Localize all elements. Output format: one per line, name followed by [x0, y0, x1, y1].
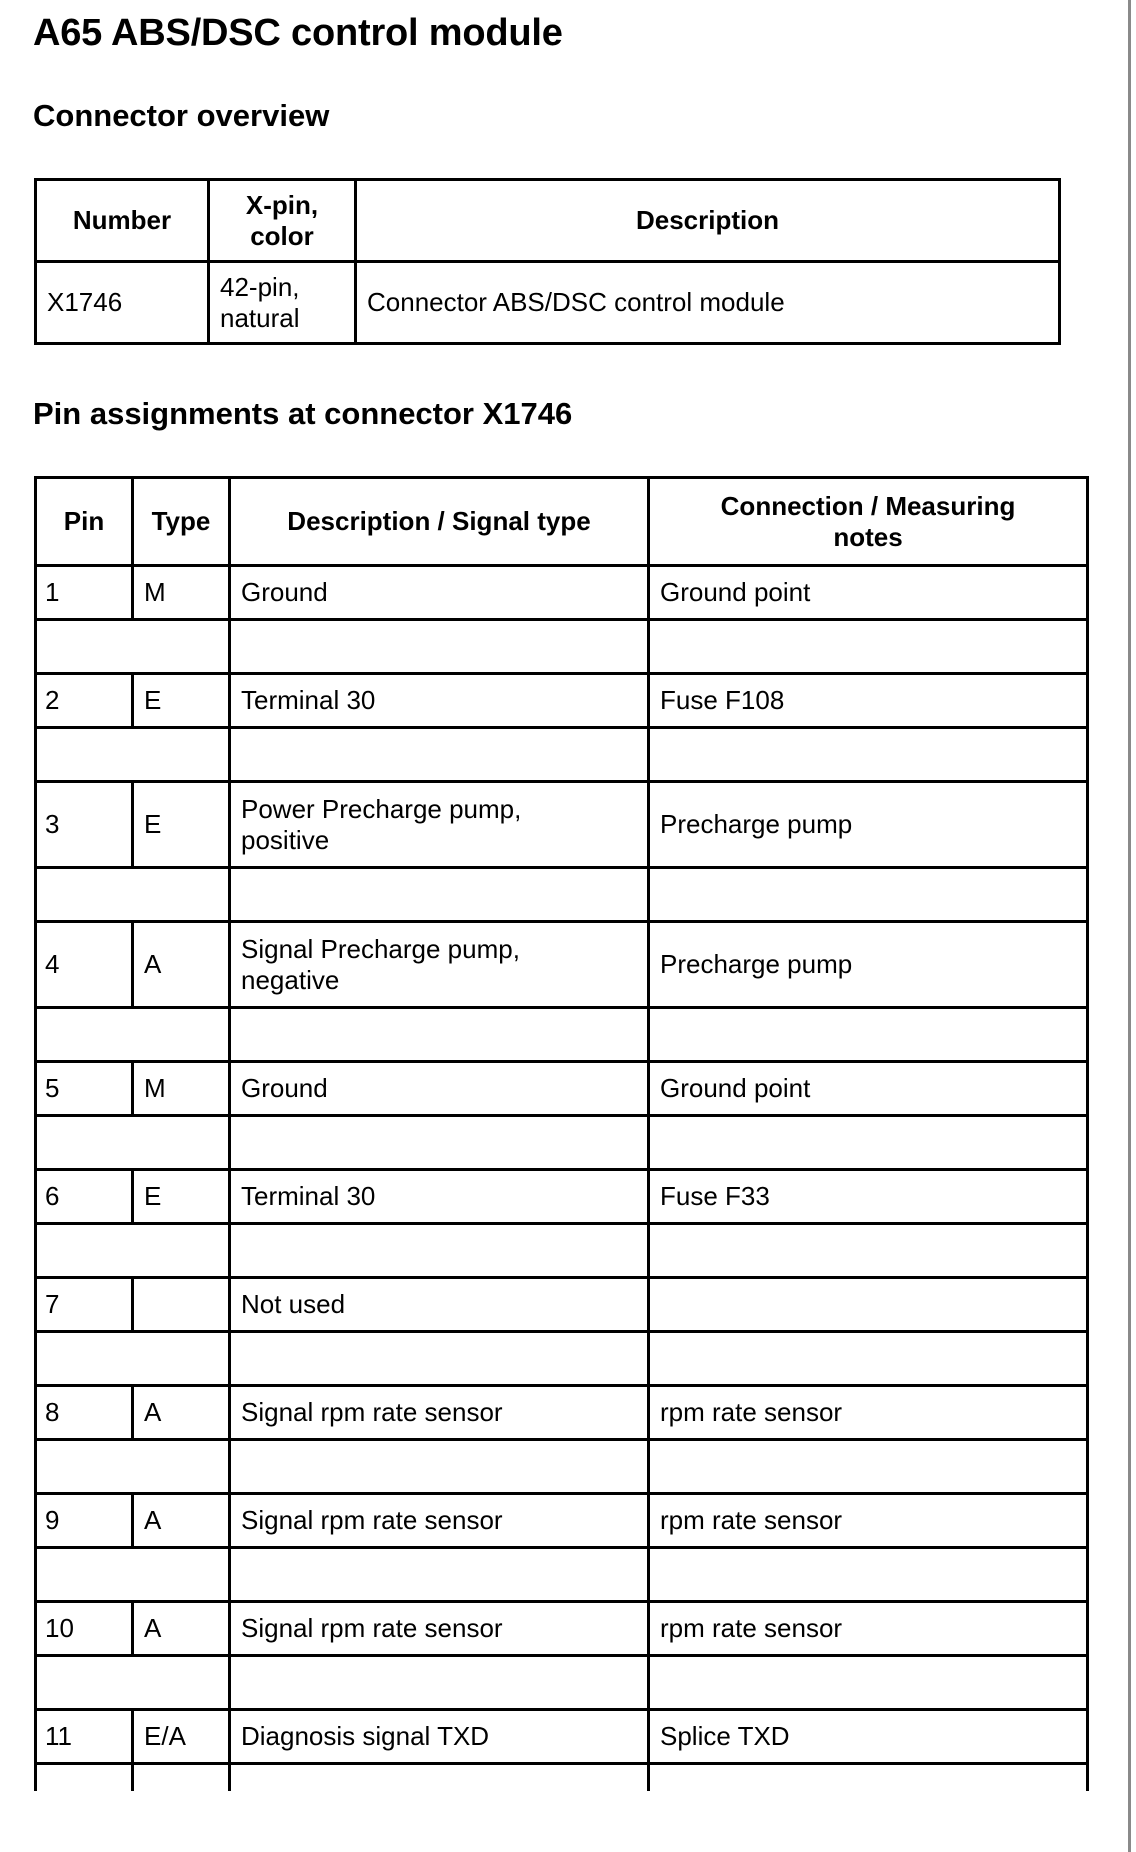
pin-number: 11	[36, 1710, 133, 1764]
continuation-row	[36, 1764, 1088, 1792]
table-row	[36, 1278, 1088, 1332]
spacer-row	[36, 1224, 1088, 1278]
overview-header-row	[36, 180, 1060, 262]
pin-assignments-table	[34, 476, 1089, 1791]
pin-number: 1	[36, 566, 133, 620]
spacer-row	[36, 868, 1088, 922]
pin-header-pin: Pin	[36, 478, 133, 566]
overview-header-xpin: X-pin, color	[209, 180, 356, 262]
table-row	[36, 674, 1088, 728]
pin-number: 9	[36, 1494, 133, 1548]
pin-header-row	[36, 478, 1088, 566]
pin-number: 4	[36, 922, 133, 1008]
pin-notes	[649, 1278, 1088, 1332]
overview-xpin: 42-pin, natural	[209, 262, 356, 344]
pin-notes: Precharge pump	[649, 782, 1088, 868]
table-row	[36, 782, 1088, 868]
overview-number: X1746	[36, 262, 209, 344]
pin-type: M	[133, 1062, 230, 1116]
pin-notes: Fuse F33	[649, 1170, 1088, 1224]
table-row	[36, 1494, 1088, 1548]
pin-notes: Ground point	[649, 1062, 1088, 1116]
pin-notes: rpm rate sensor	[649, 1386, 1088, 1440]
pin-type: M	[133, 566, 230, 620]
pin-header-description: Description / Signal type	[230, 478, 649, 566]
pin-type: A	[133, 1386, 230, 1440]
pin-description: Diagnosis signal TXD	[230, 1710, 649, 1764]
pin-type: E/A	[133, 1710, 230, 1764]
overview-header-description: Description	[356, 180, 1060, 262]
pin-description: Ground	[230, 1062, 649, 1116]
pin-type: A	[133, 1494, 230, 1548]
pin-description: Signal rpm rate sensor	[230, 1386, 649, 1440]
spacer-row	[36, 1332, 1088, 1386]
pin-type	[133, 1278, 230, 1332]
page-title: A65 ABS/DSC control module	[33, 12, 563, 54]
table-row	[36, 1170, 1088, 1224]
overview-header-number: Number	[36, 180, 209, 262]
pin-type: A	[133, 922, 230, 1008]
pin-number: 5	[36, 1062, 133, 1116]
pin-number: 8	[36, 1386, 133, 1440]
table-row	[36, 1602, 1088, 1656]
pin-notes: Fuse F108	[649, 674, 1088, 728]
overview-description: Connector ABS/DSC control module	[356, 262, 1060, 344]
pin-header-type: Type	[133, 478, 230, 566]
table-row	[36, 566, 1088, 620]
pin-type: E	[133, 1170, 230, 1224]
spacer-row	[36, 620, 1088, 674]
pin-header-notes: Connection / Measuring notes	[649, 478, 1088, 566]
spacer-row	[36, 1008, 1088, 1062]
pin-notes: rpm rate sensor	[649, 1602, 1088, 1656]
pin-description: Terminal 30	[230, 674, 649, 728]
connector-overview-heading: Connector overview	[33, 98, 330, 133]
table-row	[36, 1710, 1088, 1764]
table-row	[36, 1386, 1088, 1440]
spacer-row	[36, 1548, 1088, 1602]
pin-notes: Ground point	[649, 566, 1088, 620]
pin-type: A	[133, 1602, 230, 1656]
pin-number: 10	[36, 1602, 133, 1656]
pin-description: Power Precharge pump, positive	[230, 782, 649, 868]
spacer-row	[36, 728, 1088, 782]
pin-type: E	[133, 674, 230, 728]
pin-assignments-heading: Pin assignments at connector X1746	[33, 396, 573, 431]
pin-description: Signal Precharge pump, negative	[230, 922, 649, 1008]
pin-description: Not used	[230, 1278, 649, 1332]
pin-number: 7	[36, 1278, 133, 1332]
spacer-row	[36, 1440, 1088, 1494]
connector-overview-table	[34, 178, 1061, 345]
pin-description: Signal rpm rate sensor	[230, 1602, 649, 1656]
table-row	[36, 1062, 1088, 1116]
pin-description: Ground	[230, 566, 649, 620]
pin-notes: Splice TXD	[649, 1710, 1088, 1764]
pin-description: Signal rpm rate sensor	[230, 1494, 649, 1548]
pin-notes: Precharge pump	[649, 922, 1088, 1008]
spacer-row	[36, 1116, 1088, 1170]
pin-number: 3	[36, 782, 133, 868]
page-edge-rule	[1128, 0, 1131, 1852]
pin-number: 2	[36, 674, 133, 728]
pin-description: Terminal 30	[230, 1170, 649, 1224]
pin-number: 6	[36, 1170, 133, 1224]
pin-type: E	[133, 782, 230, 868]
pin-notes: rpm rate sensor	[649, 1494, 1088, 1548]
overview-row	[36, 262, 1060, 344]
table-row	[36, 922, 1088, 1008]
spacer-row	[36, 1656, 1088, 1710]
